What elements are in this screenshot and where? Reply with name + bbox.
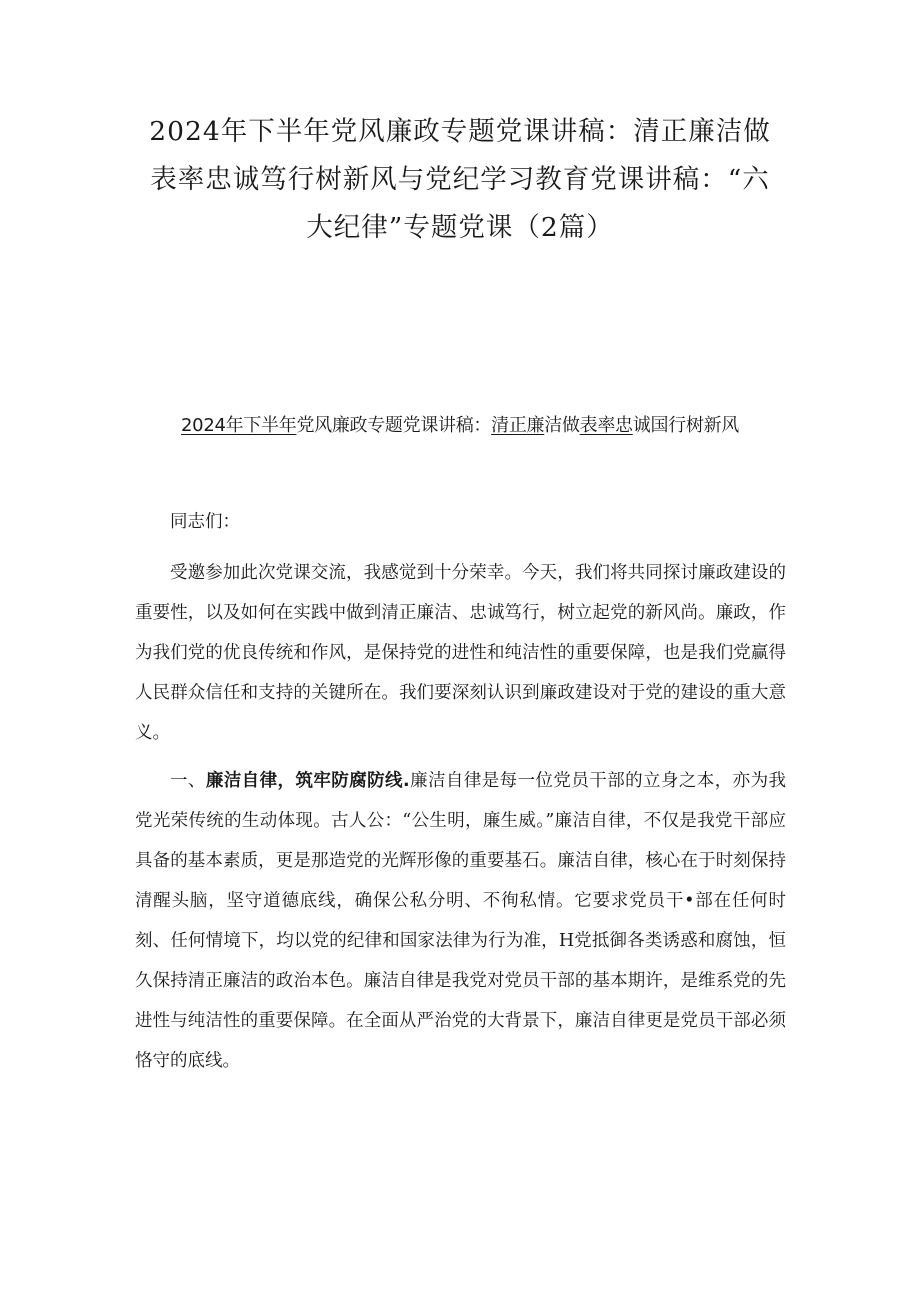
section-one-text: 廉洁自律是每一位党员干部的立身之本，亦为我党光荣传统的生动体现。古人公：“公生明，廉生威。”廉洁自律，不仅是我党干部应具备的基本素质，更是那造党的光辉形像的重要基石。廉洁自律，核心在于时刻保持清醒头脑，坚守道德底线，确保公私分明、不徇私情。它要求党员干•部在任何时刻、任何情境下，均以党的纪律和国家法律为行为准，H党抵御各类诱惑和腐蚀，恒久保持清正廉洁的政治本色。廉洁自律是我党对党员干部的基本期许，是维系党的先进性与纯洁性的重要保障。在全面从严治党的大背景下，廉洁自律更是党员干部必须恪守的底线。 <box>135 771 786 1071</box>
section-title-part-6: 诚国行树新风 <box>632 415 739 436</box>
section-title-part-4: 洁做 <box>544 415 580 436</box>
paragraph-section-one <box>135 761 786 1081</box>
section-one-lead: 廉洁自律，筑牢防腐防线. <box>205 771 410 791</box>
paragraph-intro: 受邀参加此次党课交流，我感觉到十分荣幸。今天，我们将共同探讨廉政建设的重要性，以及如何在实践中做到清正廉洁、忠诚笃行，树立起党的新风尚。廉政，作为我们党的优良传统和作风，是保持党的进性和纯洁性的重要保障，也是我们党赢得人民群众信任和支持的关键所在。我们要深刻认识到廉政建设对于党的建设的重大意义。 <box>135 563 786 743</box>
document-main-title: 2024年下半年党风廉政专题党课讲稿：清正廉洁做表率忠诚笃行树新风与党纪学习教育党课讲稿：“六大纪律”专题党课（2篇） <box>149 116 771 243</box>
section-title-part-1: 2024年下半年 <box>181 415 297 436</box>
section-title-part-3: 清正廉 <box>491 415 545 436</box>
section-title-part-5: 表率忠 <box>579 415 633 436</box>
section-one-prefix: 一、 <box>170 771 206 791</box>
section-title <box>140 402 780 450</box>
section-title-part-2: 党风廉政专题党课讲稿： <box>296 415 492 436</box>
salutation: 同志们： <box>170 512 240 532</box>
document-body <box>135 502 786 1081</box>
